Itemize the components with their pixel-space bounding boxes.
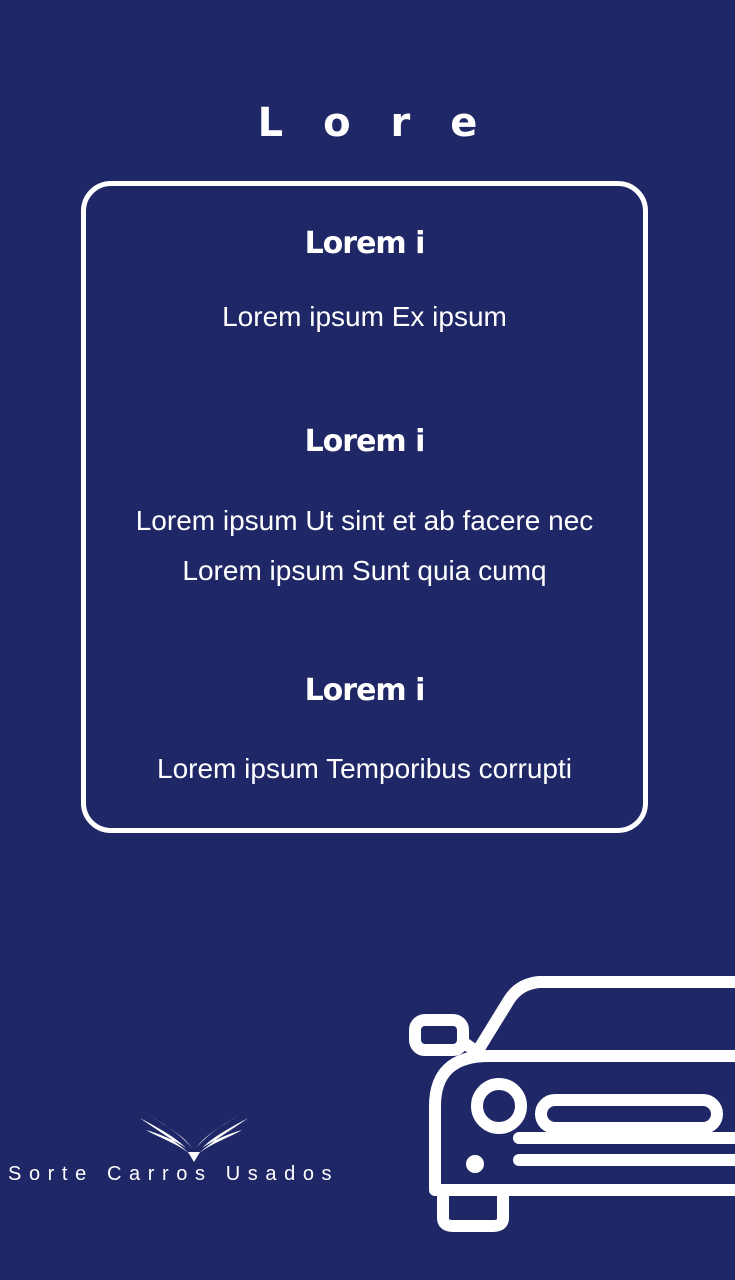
section-heading-3: Lorem i [304, 673, 425, 708]
section-heading-2: Lorem i [304, 424, 425, 459]
section-text-2-line-1: Lorem ipsum Ut sint et ab facere nec [135, 505, 594, 536]
wings-logo-icon [138, 1108, 250, 1162]
brand-name: Sorte Carros Usados [8, 1163, 340, 1185]
info-card [81, 181, 648, 833]
page-title: Lore [257, 100, 518, 146]
car-icon [405, 970, 735, 1240]
section-text-3-line-1: Lorem ipsum Temporibus corrupti [157, 753, 572, 784]
section-heading-1: Lorem i [304, 226, 425, 261]
section-text-2-line-2: Lorem ipsum Sunt quia cumq [182, 555, 547, 586]
section-text-1-line-1: Lorem ipsum Ex ipsum [222, 301, 507, 332]
